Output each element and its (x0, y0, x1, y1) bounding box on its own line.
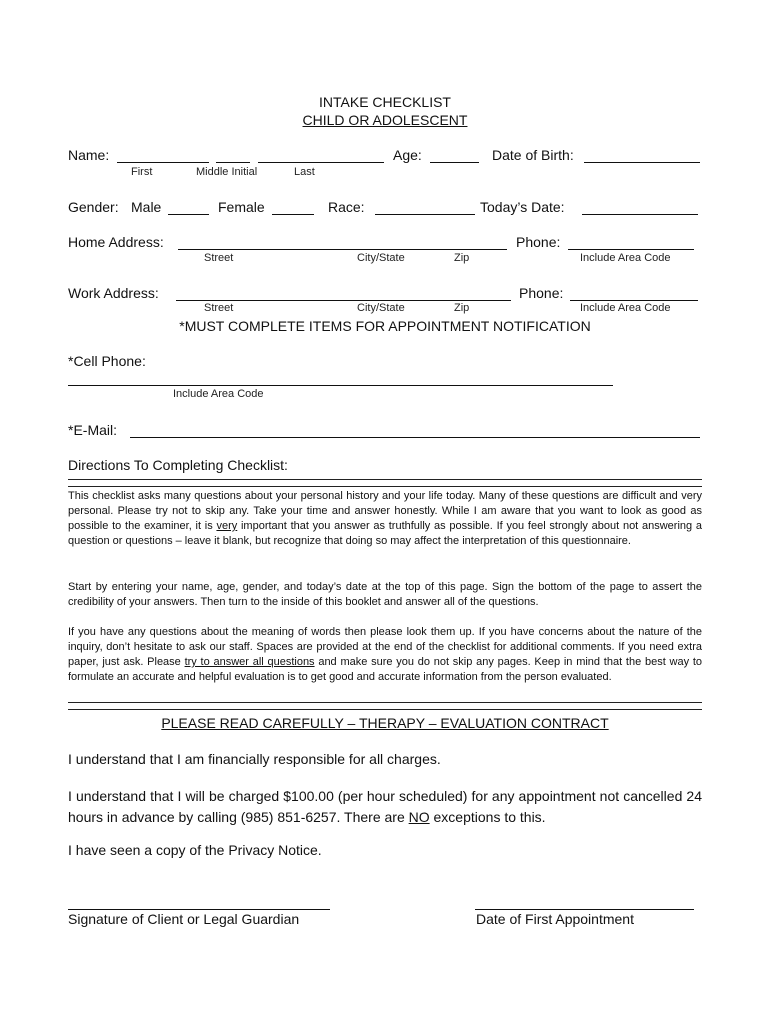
form-subtitle: CHILD OR ADOLESCENT (302, 112, 468, 128)
last-sublabel: Last (294, 166, 315, 178)
race-label: Race: (328, 199, 365, 215)
work-address-field[interactable] (176, 300, 511, 301)
work-city-sublabel: City/State (357, 302, 405, 314)
work-zip-sublabel: Zip (454, 302, 470, 314)
email-label: *E-Mail: (68, 422, 118, 438)
contract-statement-3: I have seen a copy of the Privacy Notice. (68, 842, 322, 858)
cell-area-sublabel: Include Area Code (173, 388, 264, 400)
work-phone-label: Phone: (519, 285, 564, 301)
emphasis-try-answer: try to answer all questions (184, 656, 315, 668)
home-area-sublabel: Include Area Code (580, 252, 671, 264)
double-rule-bottom (68, 702, 702, 710)
home-zip-sublabel: Zip (454, 252, 470, 264)
form-title: INTAKE CHECKLIST (319, 94, 451, 110)
directions-paragraph-1: This checklist asks many questions about your personal history and your life today. Many of these questions are difficult and very personal. Please try not to skip any. Take your time and answer honestly. While I am aware that you want to look as good as possible to the examiner, it is very important that you answer as truthfully as possible. If you feel strongly about not answering a question or questions – leave it blank, but recognize that doing so may affect the interpretation of this questionnaire. (68, 490, 702, 547)
work-phone-field[interactable] (570, 300, 698, 301)
directions-paragraph-2: Start by entering your name, age, gender, and today’s date at the top of this page. Sign the bottom of the page to assert the credibility of your answers. Then turn to the inside of this booklet and answer all of the questions. (68, 581, 702, 608)
female-label: Female (218, 199, 265, 215)
cell-phone-label: *Cell Phone: (68, 353, 146, 369)
contract-statement-1: I understand that I am financially responsible for all charges. (68, 751, 441, 767)
middle-initial-field[interactable] (216, 162, 250, 163)
last-name-field[interactable] (258, 162, 384, 163)
age-field[interactable] (430, 162, 479, 163)
home-address-field[interactable] (178, 249, 507, 250)
home-phone-label: Phone: (516, 234, 561, 250)
client-signature-label: Signature of Client or Legal Guardian (68, 911, 300, 927)
directions-heading: Directions To Completing Checklist: (68, 457, 288, 473)
todays-date-field[interactable] (582, 214, 698, 215)
emphasis-no: NO (408, 809, 430, 825)
male-label: Male (131, 199, 162, 215)
home-phone-field[interactable] (568, 249, 694, 250)
work-area-sublabel: Include Area Code (580, 302, 671, 314)
dob-field[interactable] (584, 162, 700, 163)
gender-label: Gender: (68, 199, 119, 215)
work-address-label: Work Address: (68, 285, 159, 301)
contract-heading: PLEASE READ CAREFULLY – THERAPY – EVALUATION CONTRACT (161, 715, 609, 731)
first-appointment-date-field[interactable] (475, 909, 694, 910)
appointment-notice: *MUST COMPLETE ITEMS FOR APPOINTMENT NOTIFICATION (179, 318, 591, 334)
client-signature-field[interactable] (68, 909, 330, 910)
contract-statement-2: I understand that I will be charged $100.00 (per hour scheduled) for any appointment not cancelled 24 hours in advance by calling (985) 851-6257. There are NO exceptions to this. (68, 788, 702, 825)
age-label: Age: (393, 147, 422, 163)
cell-phone-field[interactable] (68, 385, 613, 386)
first-name-field[interactable] (117, 162, 209, 163)
first-appointment-date-label: Date of First Appointment (476, 911, 634, 927)
emphasis-very: very (216, 520, 238, 532)
double-rule-top (68, 479, 702, 487)
name-label: Name: (68, 147, 110, 163)
dob-label: Date of Birth: (492, 147, 574, 163)
race-field[interactable] (375, 214, 475, 215)
home-address-label: Home Address: (68, 234, 164, 250)
directions-paragraph-3: If you have any questions about the meaning of words then please look them up. If you have concerns about the nature of the inquiry, don’t hesitate to ask our staff. Spaces are provided at the end of the checklist for additional comments. If you need extra paper, just ask. Please try to answer all questions and make sure you do not skip any pages. Keep in mind that the best way to formulate an accurate and helpful evaluation is to get good and accurate information from the person evaluated. (68, 626, 703, 683)
todays-date-label: Today’s Date: (480, 199, 565, 215)
male-field[interactable] (168, 214, 209, 215)
first-sublabel: First (131, 166, 153, 178)
home-city-sublabel: City/State (357, 252, 405, 264)
email-field[interactable] (130, 437, 700, 438)
middle-sublabel: Middle Initial (196, 166, 258, 178)
work-street-sublabel: Street (204, 302, 234, 314)
home-street-sublabel: Street (204, 252, 234, 264)
female-field[interactable] (272, 214, 314, 215)
